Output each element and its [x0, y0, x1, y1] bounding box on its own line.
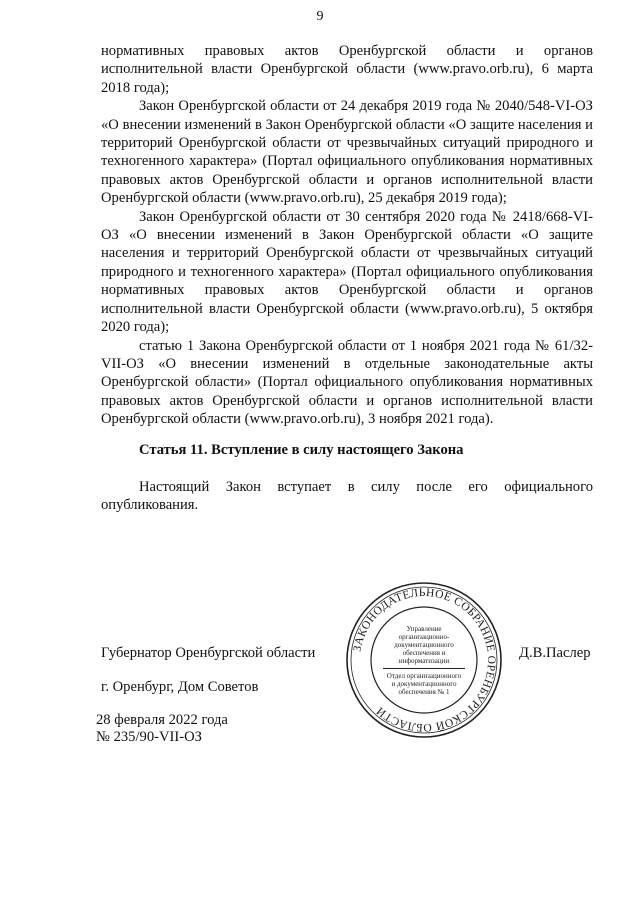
signing-date: 28 февраля 2022 года [96, 712, 228, 728]
paragraph-law-2021: статью 1 Закона Оренбургской области от 1 ноября 2021 года № 61/32-VII-ОЗ «О внесении изменений в отдельные законодательные акты Оренбургской области» (Портал официального опубликования нормативных правовых актов Оренбургской области и органов исполнительной власти Оренбургской области (www.pravo.orb.ru), 3 ноября 2021 года). [101, 337, 593, 428]
seal-ring-text: ЗАКОНОДАТЕЛЬНОЕ СОБРАНИЕ ОРЕНБУРГСКОЙ ОБЛАСТИ [351, 586, 498, 734]
signing-date-number [96, 712, 228, 746]
signing-place: г. Оренбург, Дом Советов [101, 679, 259, 695]
signatory-name: Д.В.Паслер [519, 645, 591, 661]
seal-upper-text: Управление организационно-документационного обеспечения и информатизации [394, 624, 454, 665]
article-text: Настоящий Закон вступает в силу после его официального опубликования. [101, 479, 593, 514]
official-seal-stamp [344, 580, 504, 740]
signatory-position: Губернатор Оренбургской области [101, 645, 316, 661]
seal-lower-text: Отдел организационного и документационного обеспечения № 1 [386, 671, 462, 696]
paragraph-law-2019: Закон Оренбургской области от 24 декабря 2019 года № 2040/548-VI-ОЗ «О внесении изменений в Закон Оренбургской области «О защите населения и территорий Оренбургской области от чрезвычайных ситуаций природного и техногенного характера» (Портал официального опубликования нормативных правовых актов Оренбургской области и органов исполнительной власти Оренбургской области (www.pravo.orb.ru), 25 декабря 2019 года); [101, 98, 593, 207]
article-heading: Статья 11. Вступление в силу настоящего Закона [139, 442, 464, 458]
law-number: № 235/90-VII-ОЗ [96, 729, 202, 745]
page-number: 9 [316, 9, 324, 24]
paragraph-continuation: нормативных правовых актов Оренбургской области и органов исполнительной власти Оренбургской области (www.pravo.orb.ru), 6 марта 2018 года); [101, 43, 593, 96]
body-text [101, 42, 593, 429]
paragraph-law-2020: Закон Оренбургской области от 30 сентября 2020 года № 2418/668-VI-ОЗ «О внесении изменений в Закон Оренбургской области «О защите населения и территорий Оренбургской области от чрезвычайных ситуаций природного и техногенного характера» (Портал официального опубликования нормативных правовых актов Оренбургской области и органов исполнительной власти Оренбургской области (www.pravo.orb.ru), 5 октября 2020 года); [101, 208, 593, 336]
